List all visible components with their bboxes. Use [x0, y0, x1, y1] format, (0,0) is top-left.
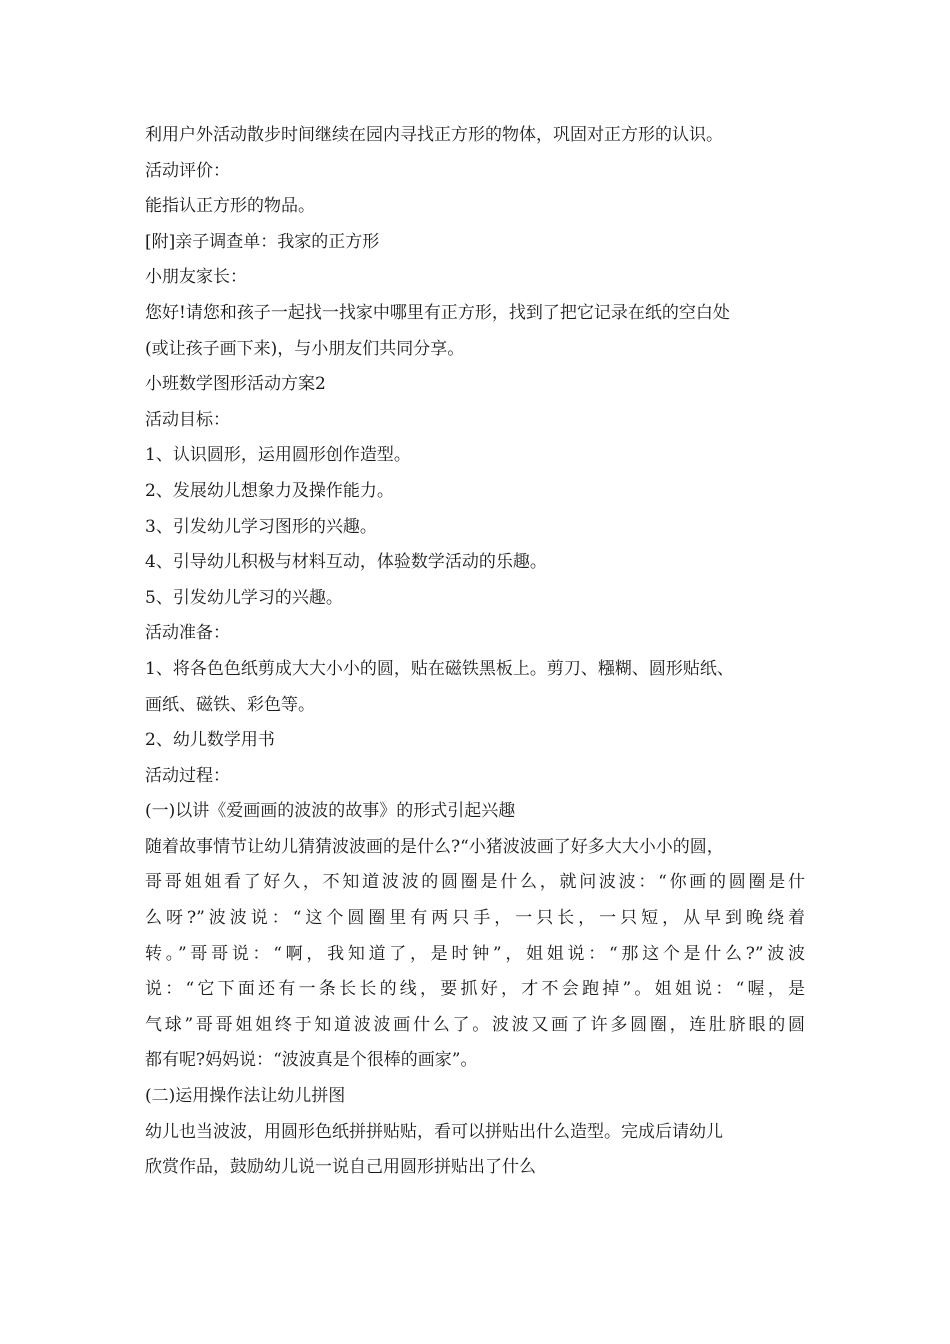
text-line: 转。”哥哥说：“啊，我知道了，是时钟”，姐姐说：“那这个是什么?”波波: [145, 943, 805, 964]
subsection-heading: (一)以讲《爱画画的波波的故事》的形式引起兴趣: [145, 801, 516, 822]
text-line: 能指认正方形的物品。: [145, 196, 315, 217]
list-item: 2、发展幼儿想象力及操作能力。: [145, 480, 394, 501]
text-line: 幼儿也当波波，用圆形色纸拼拼贴贴，看可以拼贴出什么造型。完成后请幼儿: [145, 1121, 723, 1142]
text-line: 么呀?”波波说：“这个圆圈里有两只手，一只长，一只短，从早到晚绕着: [145, 908, 805, 929]
list-item: 4、引导幼儿积极与材料互动，体验数学活动的乐趣。: [145, 552, 547, 573]
text-line: 说：“它下面还有一条长长的线，要抓好，才不会跑掉”。姐姐说：“喔，是: [145, 979, 805, 1000]
section-heading: 活动过程：: [145, 765, 230, 786]
text-line: 您好!请您和孩子一起找一找家中哪里有正方形，找到了把它记录在纸的空白处: [145, 302, 730, 323]
text-line: 随着故事情节让幼儿猜猜波波画的是什么?“小猪波波画了好多大大小小的圆，: [145, 836, 724, 857]
text-line: (或让孩子画下来)，与小朋友们共同分享。: [145, 338, 465, 359]
section-heading: 活动评价：: [145, 160, 230, 181]
text-line: 哥哥姐姐看了好久，不知道波波的圆圈是什么，就问波波：“你画的圆圈是什: [145, 872, 805, 893]
list-item: 2、幼儿数学用书: [145, 730, 275, 751]
list-item: 5、引发幼儿学习的兴趣。: [145, 587, 343, 608]
list-item: 3、引发幼儿学习图形的兴趣。: [145, 516, 377, 537]
text-line: 画纸、磁铁、彩色等。: [145, 694, 315, 715]
text-line: 利用户外活动散步时间继续在园内寻找正方形的物体，巩固对正方形的认识。: [145, 125, 723, 145]
section-heading: 活动准备：: [145, 623, 230, 644]
text-line: 小朋友家长：: [145, 267, 247, 288]
list-item: 1、将各色色纸剪成大大小小的圆，贴在磁铁黑板上。剪刀、糨糊、圆形贴纸、: [145, 658, 734, 679]
list-item: 1、认识圆形，运用圆形创作造型。: [145, 445, 411, 466]
subsection-heading: (二)运用操作法让幼儿拼图: [145, 1086, 346, 1107]
document-body: [145, 118, 805, 1186]
text-line: 气球”哥哥姐姐终于知道波波画什么了。波波又画了许多圆圈，连肚脐眼的圆: [145, 1014, 805, 1035]
text-line: [附]亲子调查单：我家的正方形: [145, 231, 380, 252]
text-line: 都有呢?妈妈说：“波波真是个很棒的画家”。: [145, 1050, 478, 1071]
document-title: 小班数学图形活动方案2: [145, 374, 326, 395]
section-heading: 活动目标：: [145, 409, 230, 430]
text-line: 欣赏作品，鼓励幼儿说一说自己用圆形拼贴出了什么: [145, 1157, 536, 1178]
